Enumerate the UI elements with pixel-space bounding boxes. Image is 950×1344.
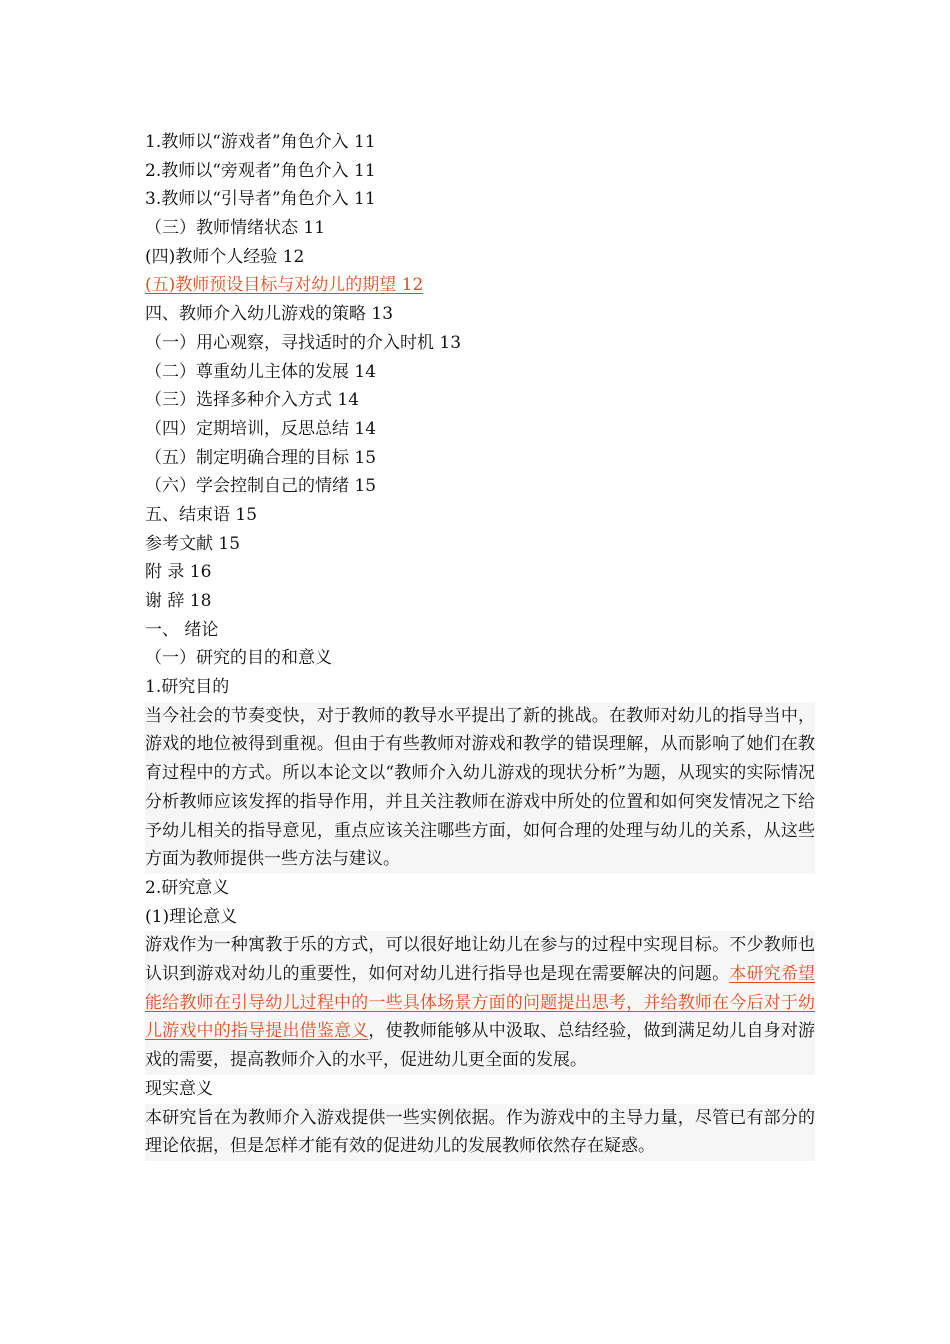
table-of-contents [145,128,815,616]
toc-item: （三）选择多种介入方式 14 [145,390,360,411]
purpose-heading: 1.研究目的 [145,677,230,698]
toc-item: 1.教师以“游戏者”角色介入 11 [145,132,376,152]
document-content [145,128,815,1161]
toc-item: （五）制定明确合理的目标 15 [145,447,377,468]
significance-heading: 2.研究意义 [145,877,230,898]
toc-item: (四)教师个人经验 12 [145,246,305,267]
toc-item: 四、教师介入幼儿游戏的策略 13 [145,304,394,325]
chapter-heading: 一、 绪论 [145,619,219,640]
section-heading: （一）研究的目的和意义 [145,648,332,669]
toc-item: （四）定期培训，反思总结 14 [145,418,377,439]
toc-item: （六）学会控制自己的情绪 15 [145,476,377,497]
toc-item: 附 录 16 [145,562,212,583]
toc-item: 3.教师以“引导者”角色介入 11 [145,189,376,210]
practice-heading: 现实意义 [145,1078,213,1099]
theory-paragraph [145,931,815,1075]
practice-paragraph: 本研究旨在为教师介入游戏提供一些实例依据。作为游戏中的主导力量，尽管已有部分的理论依据，但是怎样才能有效的促进幼儿的发展教师依然存在疑惑。 [145,1104,815,1161]
toc-item: （二）尊重幼儿主体的发展 14 [145,361,377,382]
theory-text-after: ，使教师能够从中汲取、总结经验，做到满足幼儿自身对游戏的需要，提高教师介入的水平，促进幼儿更全面的发展。 [145,1021,816,1071]
toc-item: 谢 辞 18 [145,591,212,611]
toc-item: （三）教师情绪状态 11 [145,218,326,239]
toc-item: （一）用心观察，寻找适时的介入时机 13 [145,332,462,353]
toc-item: 2.教师以“旁观者”角色介入 11 [145,160,376,181]
toc-item[interactable]: (五)教师预设目标与对幼儿的期望 12 [145,275,424,296]
theory-text-before: 游戏作为一种寓教于乐的方式，可以很好地让幼儿在参与的过程中实现目标。不少教师也认识到游戏对幼儿的重要性，如何对幼儿进行指导也是现在需要解决的问题。 [145,935,815,985]
purpose-paragraph: 当今社会的节奏变快，对于教师的教导水平提出了新的挑战。在教师对幼儿的指导当中，游戏的地位被得到重视。但由于有些教师对游戏和教学的错误理解，从而影响了她们在教育过程中的方式。所以本论文以“教师介入幼儿游戏的现状分析”为题，从现实的实际情况分析教师应该发挥的指导作用，并且关注教师在游戏中所处的位置和如何突发情况之下给予幼儿相关的指导意见，重点应该关注哪些方面，如何合理的处理与幼儿的关系，从这些方面为教师提供一些方法与建议。 [145,702,815,874]
theory-heading: (1)理论意义 [145,906,238,927]
theory-highlight-link[interactable]: 本研究希望能给教师在引导幼儿过程中的一些具体场景方面的问题提出思考，并给教师在今后对于幼儿游戏中的指导提出借鉴意义 [145,964,816,1042]
toc-item: 五、结束语 15 [145,504,258,525]
toc-item: 参考文献 15 [145,533,241,554]
